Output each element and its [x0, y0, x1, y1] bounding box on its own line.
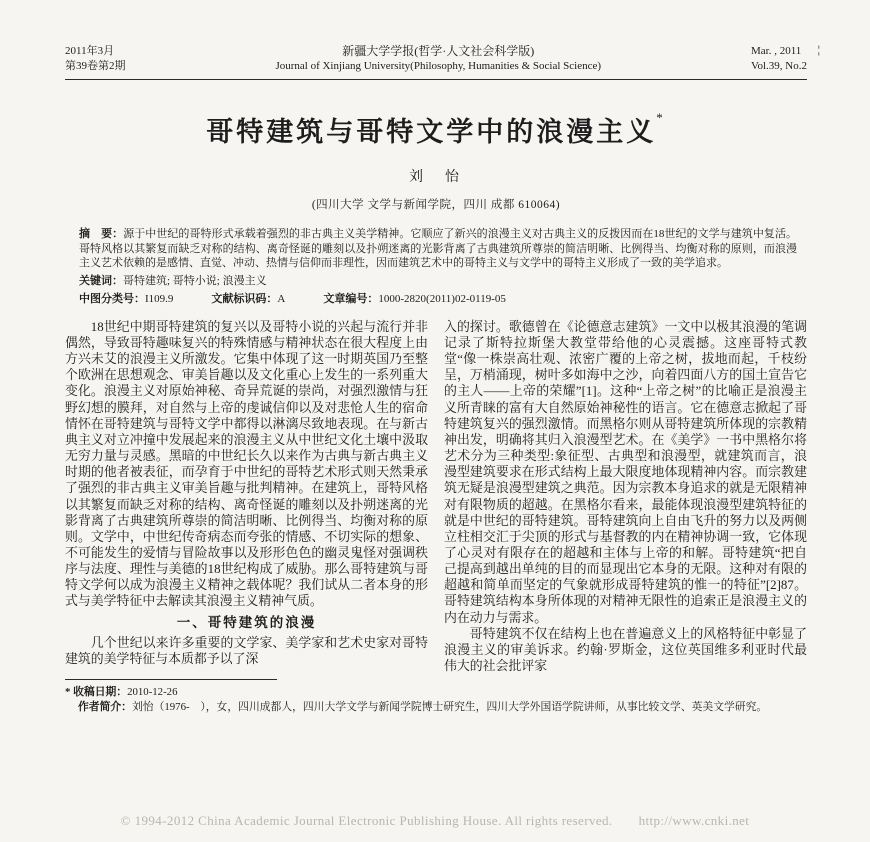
journal-title-block [126, 44, 751, 74]
received-date-value: 2010-12-26 [127, 686, 178, 699]
keywords-line [79, 274, 797, 288]
section-heading-1: 一、哥特建筑的浪漫 [176, 614, 317, 630]
article-id-value: 1000-2820(2011)02-0119-05 [378, 292, 506, 305]
author-bio-text: 刘怡（1976- ），女，四川成都人，四川大学文学与新闻学院博士研究生，四川大学外国语学院讲师，从事比较文学、英美文学研究。 [131, 701, 768, 714]
paragraph-section1-continued: 入的探讨。歌德曾在《论德意志建筑》一文中以极其浪漫的笔调记录了斯特拉斯堡大教堂带给他的心灵震撼。这座哥特式教堂“像一株崇高壮观、浓密广覆的上帝之树，拔地而起，千枝纷呈，万梢涌现，树叶多如海中之沙，向着四面八方的国土宣告它的主人——上帝的荣耀”[1]。这种“上帝之树”的比喻正是浪漫主义所青睐的富有大自然原始神秘性的语言。它在德意志掀起了哥特建筑复兴的强烈激情。而黑格尔则从哥特建筑所体现的宗教精神出发，明确将其归入浪漫型艺术。在《美学》一书中黑格尔将艺术分为三种类型:象征型、古典型和浪漫型，就建筑而言，浪漫型建筑要求在形式结构上最大限度地体现精神内容。而宗教建筑无疑是浪漫型建筑之典范。因为宗教本身追求的就是无限精神对有限物质的超越。在黑格尔看来，最能体现浪漫型建筑特征的就是中世纪的哥特建筑。哥特建筑向上自由飞升的努力以及两侧立柱相交汇于尖顶的形式与基督教的内在精神协调一致，它体现了心灵对有限存在的超越和主体与上帝的和解。哥特建筑“把自己提高到越出单纯的目的而显现出它本身的无限。这种对有限的超越和简单而坚定的气象就形成哥特建筑的惟一的特征”[2]87。哥特建筑结构本身所体现的对精神无限性的追索正是浪漫主义的内在动力与需求。 [444, 319, 807, 625]
classification-line [79, 292, 797, 306]
received-date-line [65, 685, 807, 699]
copyright-text: © 1994-2012 China Academic Journal Electronic Publishing House. All rights reserved. [120, 813, 613, 828]
abstract [79, 227, 797, 271]
volume-issue-en: Vol.39, No.2 [750, 60, 807, 72]
article-title [65, 110, 807, 149]
body-columns [65, 319, 807, 674]
issue-info-en [751, 44, 807, 74]
cnki-url: http://www.cnki.net [638, 813, 750, 828]
journal-date-cn: 2011年3月 [65, 45, 115, 57]
abstract-text: 源于中世纪的哥特形式承载着强烈的非古典主义美学精神。它顺应了新兴的浪漫主义对古典主义的反拨因而在18世纪的文学与建筑中复活。哥特风格以其繁复而缺乏对称的结构、离奇怪诞的雕刻以及扑朔迷离的光影背离了古典建筑所尊崇的简洁明晰、比例得当、均衡对称的原则，而浪漫主义艺术依赖的是感情、直觉、冲动、热情与信仰而非理性，因而建筑艺术中的哥特主义与文学中的哥特主义形成了一致的美学追求。 [79, 228, 797, 270]
author-affiliation: (四川大学 文学与新闻学院，四川 成都 610064) [311, 199, 561, 211]
footnote-block [65, 679, 807, 714]
issue-info-cn [65, 44, 126, 74]
article-title-text: 哥特建筑与哥特文学中的浪漫主义 [206, 117, 657, 147]
clc-value: I109.9 [145, 292, 174, 305]
keywords-label: 关键词： [79, 274, 123, 287]
volume-issue-cn: 第39卷第2期 [65, 60, 126, 72]
header-rule [65, 79, 807, 80]
doc-code-label: 文献标识码： [211, 292, 278, 305]
journal-title-cn: 新疆大学学报(哲学·人文社会科学版) [342, 44, 535, 58]
cnki-footer [0, 813, 870, 829]
abstract-label: 摘 要： [79, 228, 124, 240]
journal-date-en: Mar. , 2011 [750, 45, 802, 57]
received-date-label: 收稿日期： [73, 686, 128, 699]
article-id-label: 文章编号： [323, 292, 379, 305]
author-bio-line [65, 700, 807, 714]
paragraph-section1-second: 哥特建筑不仅在结构上也在普遍意义上的风格特征中彰显了浪漫主义的审美诉求。约翰·罗斯金，这位英国维多利亚时代最伟大的社会批评家 [444, 626, 807, 674]
paragraph-intro: 18世纪中期哥特建筑的复兴以及哥特小说的兴起与流行并非偶然，导致哥特趣味复兴的特殊情感与精神状态在很大程度上由方兴未艾的浪漫主义所激发。它集中体现了这一时期英国乃至整个欧洲在思想观念、审美旨趣以及文化重心上发生的一系列重大变化。浪漫主义对原始神秘、奇异荒诞的崇尚，对强烈激情与狂野幻想的膜拜，对自然与上帝的虔诚信仰以及对悲怆人生的宿命情怀在哥特建筑与哥特文学中都得以淋漓尽致地表现。在与新古典主义对立冲撞中发展起来的浪漫主义从中世纪文化土壤中汲取无穷力量与灵感。黑暗的中世纪长久以来作为古典与新古典主义时期的他者被表征，而孕育于中世纪的哥特艺术形式则天然秉承了强烈的非古典主义审美旨趣与批判精神。在建筑上，哥特风格以其繁复而缺乏对称的结构、离奇怪诞的雕刻以及扑朔迷离的光影背离了古典建筑所尊崇的简洁明晰、比例得当、均衡对称的原则。文学中，中世纪传奇病态而夸张的情感、不切实际的想象、不可能发生的爱情与冒险故事以及形形色色的幽灵鬼怪对强调秩序与法度、理性与美德的18世纪构成了威胁。那么哥特建筑与哥特文学何以成为浪漫主义精神之载体呢？我们试从二者本身的形式与美学特征中去解读其浪漫主义精神气质。 [65, 319, 428, 609]
clc-group [79, 292, 173, 306]
footnote-rule [65, 679, 277, 680]
journal-header [65, 44, 807, 74]
doc-code-value: A [277, 292, 286, 305]
left-column [65, 319, 428, 674]
author-name: 刘 怡 [409, 170, 463, 185]
right-column [444, 319, 807, 674]
scan-artifact: ¦ [817, 44, 820, 56]
doc-code-group [211, 292, 285, 306]
author-bio-label: 作者简介： [78, 701, 132, 714]
article-id-group [323, 292, 506, 306]
footnote-mark: * [65, 686, 71, 699]
clc-label: 中图分类号： [79, 292, 145, 305]
keywords-text: 哥特建筑; 哥特小说; 浪漫主义 [123, 274, 267, 287]
journal-title-en: Journal of Xinjiang University(Philosophy, Humanities & Social Science) [275, 60, 602, 72]
paragraph-section1-start: 几个世纪以来许多重要的文学家、美学家和艺术史家对哥特建筑的美学特征与本质都予以了深 [65, 635, 428, 666]
title-footnote-mark: * [656, 110, 666, 125]
